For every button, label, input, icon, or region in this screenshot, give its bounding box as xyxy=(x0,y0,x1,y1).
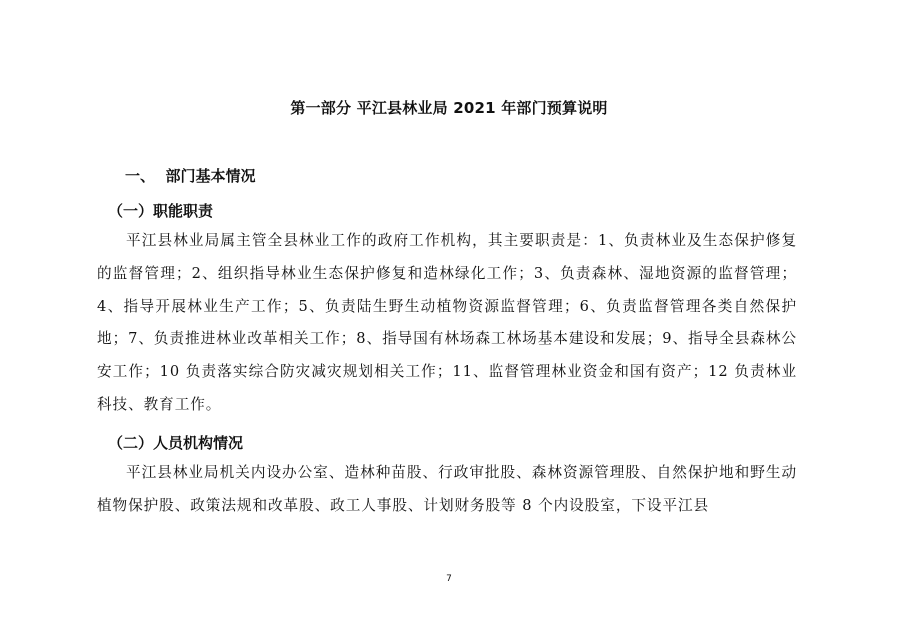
staffing-paragraph: 平江县林业局机关内设办公室、造林种苗股、行政审批股、森林资源管理股、自然保护地和野生动植物保护股、政策法规和改革股、政工人事股、计划财务股等 8 个内设股室，下设平江县 xyxy=(97,464,797,514)
subsection-heading-duties: （一）职能职责 xyxy=(108,202,214,220)
section-heading-basic-info: 一、 部门基本情况 xyxy=(125,167,256,185)
subsection-heading-staffing: （二）人员机构情况 xyxy=(108,434,244,452)
page-number: 7 xyxy=(446,574,452,584)
duties-paragraph: 平江县林业局属主管全县林业工作的政府工作机构，其主要职责是：1、负责林业及生态保护修复的监督管理；2、组织指导林业生态保护修复和造林绿化工作；3、负责森林、湿地资源的监督管理；4、指导开展林业生产工作；5、负责陆生野生动植物资源监督管理；6、负责监督管理各类自然保护地；7、负责推进林业改革相关工作；8、指导国有林场森工林场基本建设和发展；9、指导全县森林公安工作；10 负责落实综合防灾减灾规划相关工作；11、监督管理林业资金和国有资产；12 负责林业科技、教育工作。 xyxy=(97,232,797,413)
document-title: 第一部分 平江县林业局 2021 年部门预算说明 xyxy=(290,99,608,117)
